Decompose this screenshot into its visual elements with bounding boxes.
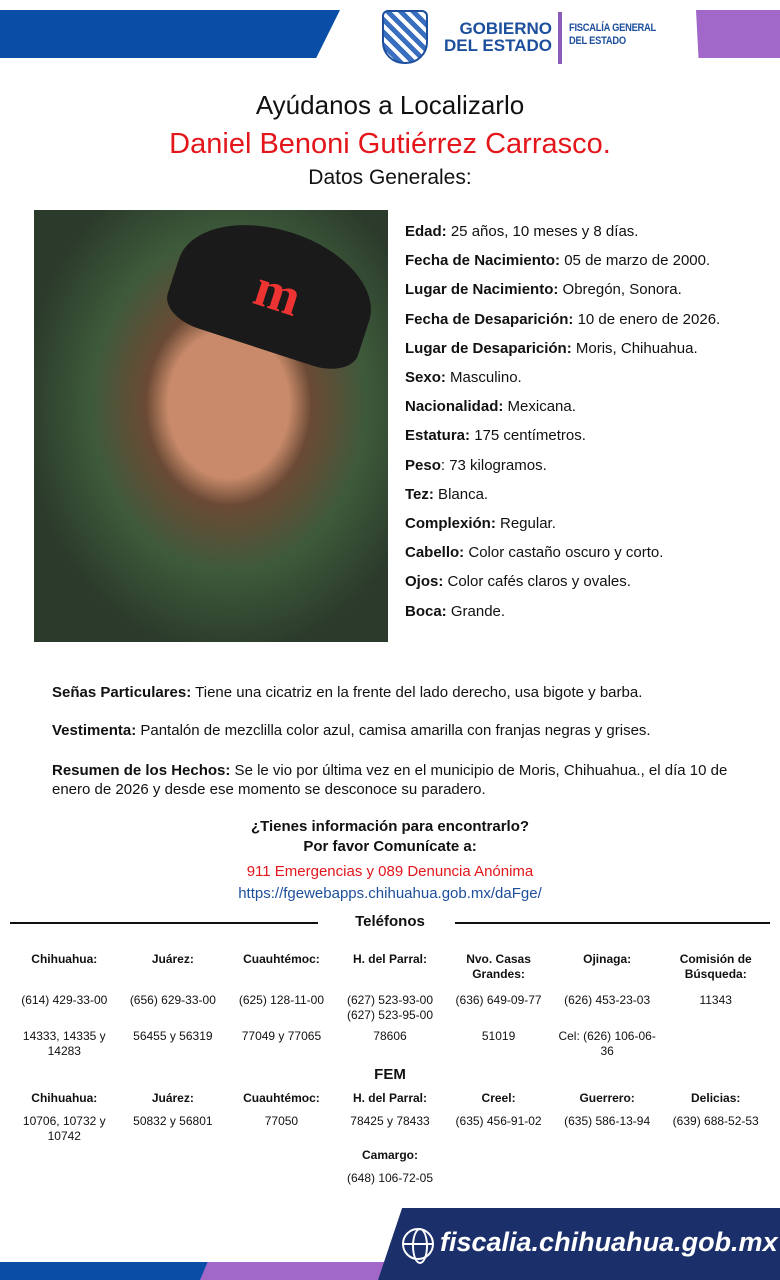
field-label: Lugar de Desaparición:	[405, 339, 572, 357]
city-header: Chihuahua:	[31, 952, 98, 966]
field-value: Moris, Chihuahua.	[571, 339, 698, 357]
phone-cell: (635) 456-91-02	[455, 1114, 542, 1128]
camargo-phone: (648) 106-72-05	[346, 1171, 434, 1185]
detail-item	[405, 217, 755, 246]
field-label: Lugar de Nacimiento:	[405, 281, 559, 299]
fem-headers	[10, 1091, 770, 1106]
field-label: Vestimenta:	[52, 722, 137, 739]
field-value: Se le vio por última vez en el municipio de Moris, Chihuahua., el día 10 de enero de 2026 y desde ese momento se desconoce su paradero.	[52, 762, 728, 798]
field-label: Resumen de los Hechos:	[52, 762, 231, 779]
logo-text: FISCALÍA GENERAL	[569, 22, 657, 34]
city-header: Delicias:	[691, 1091, 741, 1105]
detail-item	[405, 597, 755, 626]
field-value: Tiene una cicatriz en la frente del lado derecho, usa bigote y barba.	[191, 684, 643, 701]
field-value: Regular.	[495, 515, 556, 533]
field-value: Obregón, Sonora.	[558, 281, 682, 299]
city-header: H. del Parral:	[352, 952, 427, 966]
detail-item	[405, 334, 755, 363]
logo-divider	[558, 12, 562, 64]
field-value: Masculino.	[445, 369, 522, 387]
phone-cell: 14333, 14335 y 14283	[22, 1029, 106, 1058]
coat-of-arms-icon	[382, 10, 428, 64]
phone-cell: 77050	[264, 1114, 299, 1128]
field-value: : 73 kilogramos.	[440, 456, 547, 474]
field-label: Complexión:	[405, 515, 496, 533]
phone-cell: 50832 y 56801	[133, 1114, 213, 1128]
logo-text: DEL ESTADO	[444, 36, 552, 55]
field-label: Fecha de Nacimiento:	[405, 252, 561, 270]
field-label: Peso	[405, 456, 441, 474]
header-blue-bar	[0, 10, 340, 58]
section-heading: Datos Generales:	[308, 166, 472, 189]
phone-cell: (627) 523-93-00 (627) 523-95-00	[346, 993, 434, 1022]
phone-cell: (626) 453-23-03	[564, 993, 651, 1007]
field-label: Fecha de Desaparición:	[405, 310, 574, 328]
detail-item	[405, 246, 755, 275]
field-label: Cabello:	[405, 544, 465, 562]
city-header: Comisión de Búsqueda:	[679, 952, 752, 981]
camargo-label: Camargo:	[361, 1148, 418, 1162]
city-header: Juárez:	[151, 952, 194, 966]
field-value: Color cafés claros y ovales.	[443, 573, 631, 591]
phone-cell: (614) 429-33-00	[21, 993, 108, 1007]
phone-cell: 51019	[481, 1029, 516, 1043]
field-label: Tez:	[405, 485, 434, 503]
phone-cell: 11343	[699, 993, 732, 1007]
footer-blue-bar	[0, 1262, 210, 1280]
field-value: Color castaño oscuro y corto.	[464, 544, 664, 562]
contact-prompt: Por favor Comunícate a:	[303, 838, 477, 855]
city-header: Chihuahua:	[31, 1091, 98, 1105]
detail-item	[405, 305, 755, 334]
city-header: Juárez:	[151, 1091, 194, 1105]
telefonos-row	[10, 993, 770, 1023]
detail-item	[405, 480, 755, 509]
field-value: Blanca.	[433, 485, 489, 503]
city-header: Cuauhtémoc:	[243, 952, 320, 966]
phone-cell: 78425 y 78433	[350, 1114, 430, 1128]
phone-cell: (625) 128-11-00	[238, 993, 324, 1007]
city-header: Ojinaga:	[583, 952, 632, 966]
phone-cell: 77049 y 77065	[241, 1029, 322, 1043]
field-value: Grande.	[446, 602, 506, 620]
detail-item	[405, 567, 755, 596]
footer-purple-bar	[200, 1262, 390, 1280]
detail-item	[405, 421, 755, 450]
phone-cell	[661, 1029, 770, 1059]
telefonos-headers	[10, 952, 770, 982]
globe-icon	[402, 1228, 434, 1260]
field-value: Pantalón de mezclilla color azul, camisa amarilla con franjas negras y grises.	[136, 722, 651, 739]
gobierno-logo	[436, 20, 552, 54]
city-header: Guerrero:	[579, 1091, 635, 1105]
fiscalia-logo	[569, 22, 656, 48]
phone-cell: (636) 649-09-77	[455, 993, 542, 1007]
detail-item	[405, 275, 755, 304]
city-header: Nvo. Casas Grandes:	[466, 952, 531, 981]
field-value: 05 de marzo de 2000.	[560, 252, 711, 270]
vestimenta	[52, 721, 752, 740]
emergency-numbers: 911 Emergencias y 089 Denuncia Anónima	[246, 863, 534, 880]
field-value: 25 años, 10 meses y 8 días.	[446, 223, 639, 240]
resumen-hechos	[52, 761, 752, 799]
field-label: Boca:	[405, 602, 447, 620]
contact-question: ¿Tienes información para encontrarlo?	[250, 818, 530, 835]
detail-item	[405, 509, 755, 538]
person-photo	[34, 210, 388, 642]
field-label: Nacionalidad:	[405, 398, 504, 416]
phone-cell: (656) 629-33-00	[129, 993, 216, 1007]
city-header: Cuauhtémoc:	[243, 1091, 320, 1105]
logo-text: GOBIERNO	[459, 19, 552, 38]
detail-item	[405, 451, 755, 480]
phone-cell: 78606	[373, 1029, 407, 1043]
phone-cell: 10706, 10732 y 10742	[22, 1114, 106, 1143]
field-value: 10 de enero de 2026.	[573, 310, 721, 328]
detail-item	[405, 538, 755, 567]
field-label: Estatura:	[405, 427, 471, 445]
fem-heading: FEM	[374, 1066, 406, 1083]
phone-cell: 56455 y 56319	[133, 1029, 213, 1043]
city-header: H. del Parral:	[352, 1091, 427, 1105]
detail-item	[405, 363, 755, 392]
field-label: Ojos:	[405, 573, 444, 591]
city-header: Creel:	[481, 1091, 516, 1105]
person-name: Daniel Benoni Gutiérrez Carrasco.	[169, 128, 611, 160]
field-value: 175 centímetros.	[470, 427, 586, 445]
cap-graphic: m	[160, 210, 387, 378]
logo-text: DEL ESTADO	[569, 35, 626, 47]
phone-cell: (639) 688-52-53	[672, 1114, 759, 1128]
senas-particulares	[52, 683, 752, 702]
phone-cell: Cel: (626) 106-06-36	[558, 1029, 656, 1058]
header-purple-bar	[696, 10, 780, 58]
detail-item	[405, 392, 755, 421]
phone-cell: (635) 586-13-94	[564, 1114, 651, 1128]
fem-row	[10, 1114, 770, 1144]
field-label: Sexo:	[405, 369, 446, 387]
report-link[interactable]: https://fgewebapps.chihuahua.gob.mx/daFge/	[238, 885, 542, 902]
details-list	[405, 217, 755, 626]
field-label: Señas Particulares:	[52, 684, 192, 701]
poster-title: Ayúdanos a Localizarlo	[255, 90, 525, 120]
website-link[interactable]: fiscalia.chihuahua.gob.mx	[440, 1227, 778, 1257]
telefonos-row	[10, 1029, 770, 1059]
telefonos-heading: Teléfonos	[355, 913, 425, 930]
field-value: Mexicana.	[503, 398, 576, 416]
field-label: Edad:	[405, 223, 447, 240]
